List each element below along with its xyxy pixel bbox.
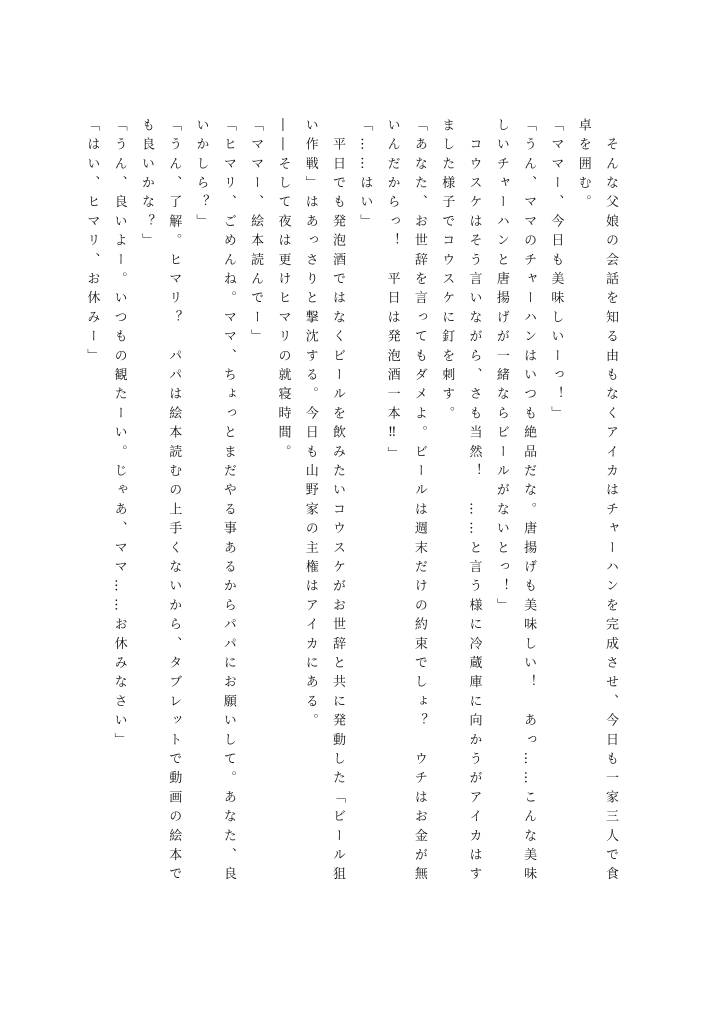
text-line-6: コウスケはそう言いながら、さも当然！ ……と言う様に冷蔵庫に向かうがアイカはす bbox=[466, 118, 482, 886]
text-line-4: 「うん、ママのチャーハンはいつも絶品だな。唐揚げも美味しい！ あっ……こんな美味 bbox=[521, 118, 537, 886]
text-line-5: しいチャーハンと唐揚げが一緒ならビールがないとっ！」 bbox=[493, 118, 509, 618]
text-line-18: も良いかな？」 bbox=[138, 118, 154, 253]
text-line-9: いんだからっ！ 平日は発泡酒一本‼」 bbox=[384, 118, 400, 466]
text-line-12: い作戦」はあっさりと撃沈する。今日も山野家の主権はアイカにある。 bbox=[302, 118, 318, 733]
text-line-19: 「うん、良いよー。いつもの観たーい。じゃあ、ママ……お休みなさい」 bbox=[111, 118, 127, 752]
text-line-15: 「ヒマリ、ごめんね。ママ、ちょっとまだやる事あるからパパにお願いして。あなた、良 bbox=[220, 118, 236, 886]
text-line-14: 「ママー、絵本読んでー」 bbox=[248, 118, 264, 349]
text-line-10: 「……はい」 bbox=[357, 118, 373, 234]
text-line-8: 「あなた、お世辞を言ってもダメよ。ビールは週末だけの約束でしょ？ ウチはお金が無 bbox=[411, 118, 427, 886]
text-line-1: そんな父娘の会話を知る由もなくアイカはチャーハンを完成させ、今日も一家三人で食 bbox=[603, 118, 618, 886]
text-line-7: ました様子でコウスケに釘を刺す。 bbox=[439, 118, 455, 426]
text-line-3: 「ママー、今日も美味しいーっ！」 bbox=[548, 118, 564, 426]
text-line-13: ――そして夜は更けヒマリの就寝時間。 bbox=[275, 118, 291, 464]
text-line-16: いかしら？」 bbox=[193, 118, 209, 234]
text-line-2: 卓を囲む。 bbox=[575, 118, 591, 214]
text-line-17: 「うん、了解。ヒマリ？ パパは絵本読むの上手くないから、タブレットで動画の絵本で bbox=[166, 118, 182, 886]
vertical-text-body bbox=[78, 118, 624, 928]
text-line-20: 「はい、ヒマリ、お休みー」 bbox=[84, 118, 100, 368]
text-line-11: 平日でも発泡酒ではなくビールを飲みたいコウスケがお世辞と共に発動した「ビール狙 bbox=[330, 118, 346, 886]
